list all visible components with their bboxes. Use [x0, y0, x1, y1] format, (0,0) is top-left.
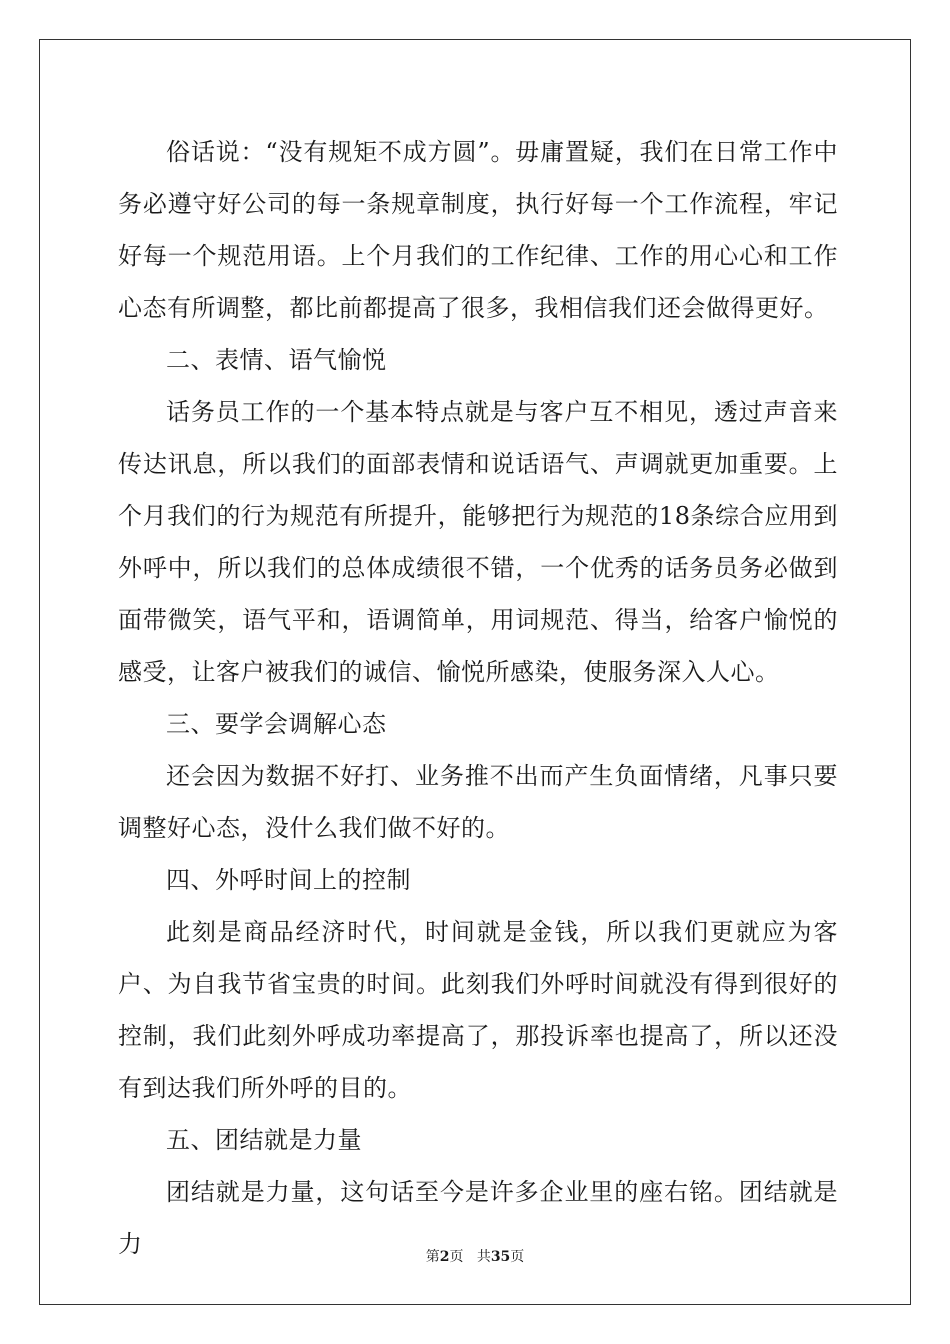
paragraph: 俗话说：“没有规矩不成方圆”。毋庸置疑，我们在日常工作中务必遵守好公司的每一条规章制度，执行好每一个工作流程，牢记好每一个规范用语。上个月我们的工作纪律、工作的用心心和工作心态有所调整，都比前都提高了很多，我相信我们还会做得更好。 — [118, 138, 838, 322]
page-footer — [0, 1246, 950, 1266]
total-pages: 35 — [490, 1249, 511, 1265]
page-suffix: 页 — [449, 1249, 464, 1265]
section-heading: 二、表情、语气愉悦 — [166, 346, 387, 374]
footer-spacer — [463, 1249, 476, 1265]
page-prefix: 第 — [425, 1249, 440, 1265]
page-number: 2 — [439, 1249, 450, 1265]
paragraph: 还会因为数据不好打、业务推不出而产生负面情绪，凡事只要调整好心态，没什么我们做不好的。 — [118, 762, 838, 842]
section-heading: 三、要学会调解心态 — [166, 710, 387, 738]
document-body — [118, 126, 838, 1270]
total-suffix: 页 — [510, 1249, 525, 1265]
section-heading: 五、团结就是力量 — [166, 1126, 362, 1154]
total-prefix: 共 — [476, 1249, 491, 1265]
section-heading: 四、外呼时间上的控制 — [166, 866, 411, 894]
paragraph: 团结就是力量，这句话至今是许多企业里的座右铭。团结就是力 — [118, 1178, 838, 1258]
paragraph: 话务员工作的一个基本特点就是与客户互不相见，透过声音来传达讯息，所以我们的面部表情和说话语气、声调就更加重要。上个月我们的行为规范有所提升，能够把行为规范的18条综合应用到外呼中，所以我们的总体成绩很不错，一个优秀的话务员务必做到面带微笑，语气平和，语调简单，用词规范、得当，给客户愉悦的感受，让客户被我们的诚信、愉悦所感染，使服务深入人心。 — [118, 398, 838, 686]
paragraph: 此刻是商品经济时代，时间就是金钱，所以我们更就应为客户、为自我节省宝贵的时间。此刻我们外呼时间就没有得到很好的控制，我们此刻外呼成功率提高了，那投诉率也提高了，所以还没有到达我们所外呼的目的。 — [118, 918, 838, 1102]
